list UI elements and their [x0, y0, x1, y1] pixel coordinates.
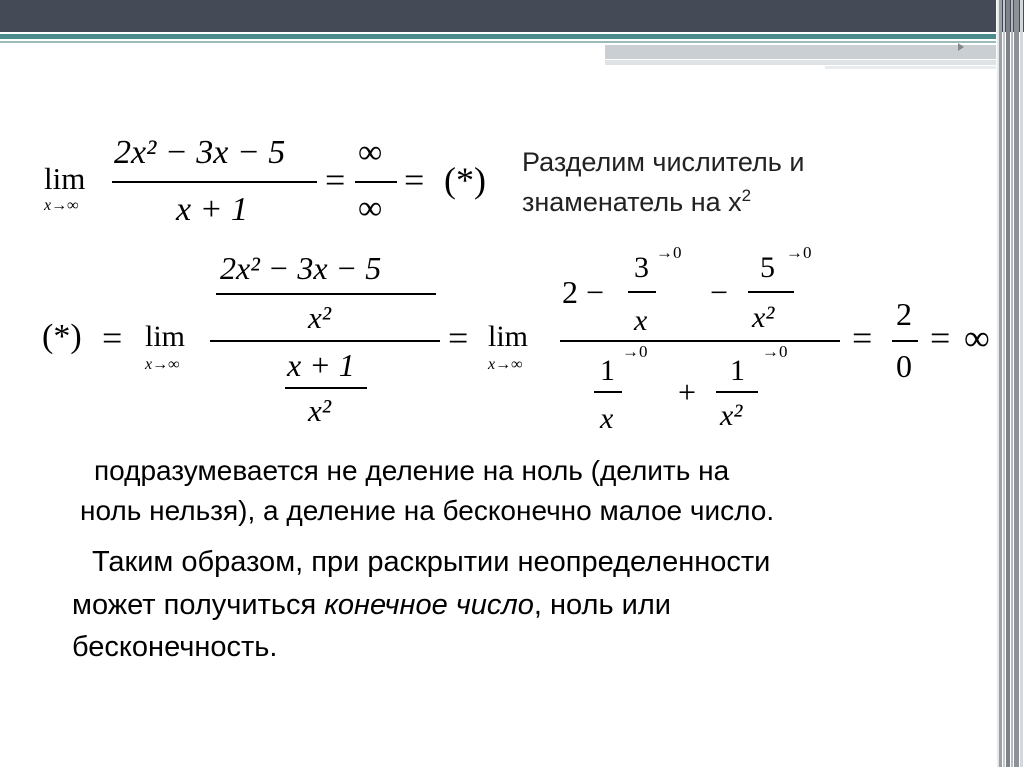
fraction-bar	[594, 391, 622, 393]
fraction-bar	[112, 181, 317, 183]
decor-band	[605, 45, 1000, 59]
fraction-denominator: x + 1	[176, 191, 249, 228]
five: 5	[760, 251, 775, 284]
title-bar	[0, 0, 1024, 32]
star-label: (*)	[444, 160, 486, 200]
accent-line	[0, 34, 1000, 39]
equals-sign: =	[448, 318, 469, 358]
top-numerator: 2x² − 3x − 5	[220, 250, 382, 286]
lim-label: lim	[145, 320, 186, 353]
lim-label: lim	[44, 161, 86, 196]
play-arrow-icon	[958, 43, 964, 51]
arrow-zero: →0	[786, 243, 812, 262]
equals-sign: =	[404, 160, 425, 200]
minus-sign: −	[710, 274, 729, 310]
x-squared: x²	[752, 301, 775, 334]
result-infinity: ∞	[964, 318, 990, 358]
two-minus: 2 −	[562, 274, 605, 310]
decor-band-2	[605, 60, 1000, 65]
fraction-bar	[716, 391, 758, 393]
arrow-zero: →0	[762, 342, 788, 361]
bottom-numerator: x + 1	[287, 347, 355, 383]
infinity-numerator: ∞	[358, 134, 383, 171]
result-numerator: 2	[896, 296, 912, 332]
accent-line-thin	[0, 41, 1000, 43]
fraction-bar	[748, 291, 794, 293]
bottom-denominator: x²	[308, 393, 332, 428]
x-squared: x²	[720, 399, 743, 432]
explanation-line1: подразумевается не деление на ноль (делить на	[94, 455, 730, 486]
equals-sign: =	[325, 160, 346, 200]
decor-band-3	[825, 66, 1000, 69]
one: 1	[600, 354, 615, 387]
lim-subscript: x→∞	[488, 356, 523, 373]
plus-sign: +	[678, 374, 697, 410]
finite-number-italic: конечное число	[324, 589, 534, 621]
fraction-bar	[285, 387, 367, 389]
conclusion-line1: Таким образом, при раскрытии неопределенности	[92, 546, 771, 578]
lim-subscript: x→∞	[44, 197, 79, 214]
star-label: (*)	[42, 318, 82, 355]
equals-sign: =	[852, 318, 873, 358]
fraction-bar	[892, 340, 918, 342]
fraction-bar	[628, 291, 656, 293]
conclusion-line2: может получиться конечное число, ноль или	[72, 589, 671, 621]
x-var: x	[634, 304, 648, 337]
right-stripes	[999, 0, 1024, 767]
equals-sign: =	[102, 318, 123, 358]
hint-text-line2: знаменатель на $x^2$	[522, 186, 752, 217]
explanation-line2: ноль нельзя), а деление на бесконечно малое число.	[80, 495, 775, 526]
fraction-bar	[355, 181, 397, 183]
lim-label: lim	[488, 320, 529, 353]
one: 1	[730, 354, 745, 387]
top-denominator: x²	[308, 300, 332, 335]
arrow-zero: →0	[656, 243, 682, 262]
main-fraction-bar	[210, 340, 440, 342]
lim-subscript: x→∞	[145, 356, 180, 373]
fraction-numerator: 2x² − 3x − 5	[114, 134, 286, 171]
result-denominator: 0	[896, 348, 912, 384]
arrow-zero: →0	[622, 342, 648, 361]
equals-sign: =	[930, 318, 951, 358]
x-var: x	[600, 402, 614, 435]
three: 3	[634, 251, 649, 284]
fraction-bar	[216, 293, 436, 295]
hint-text-line1: Разделим числитель и	[522, 147, 805, 177]
infinity-denominator: ∞	[358, 190, 383, 227]
conclusion-line3: бесконечность.	[72, 631, 278, 663]
main-fraction-bar	[560, 340, 840, 342]
